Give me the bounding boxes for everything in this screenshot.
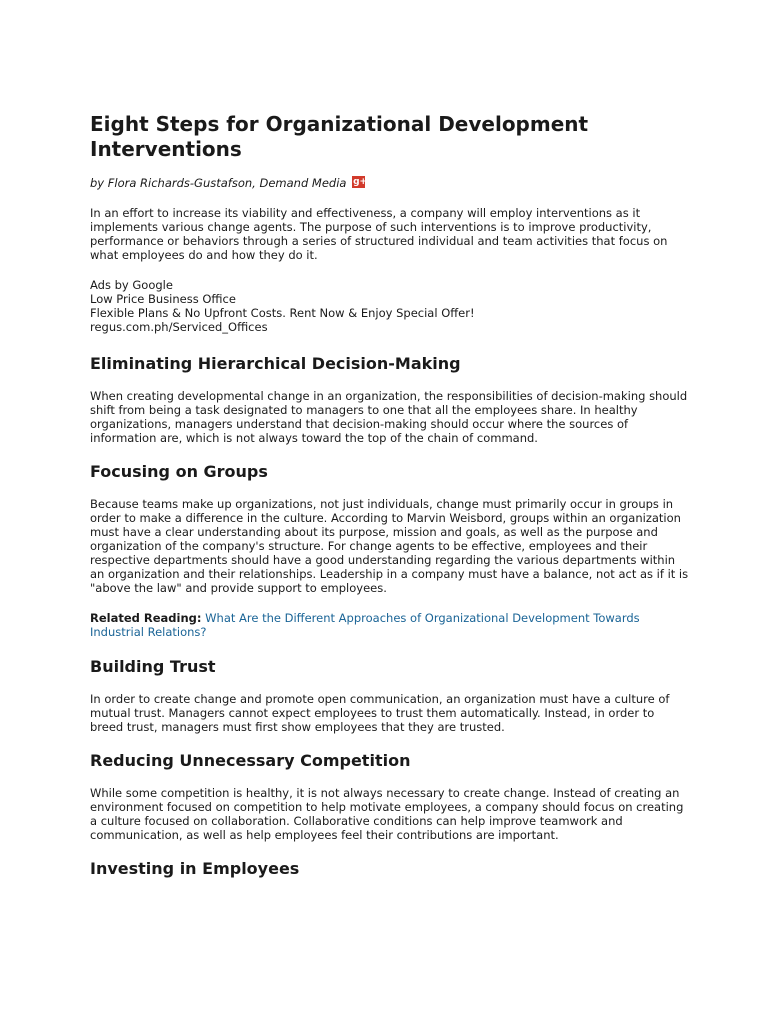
ad-url[interactable]: regus.com.ph/Serviced_Offices bbox=[90, 320, 268, 334]
section-heading: Focusing on Groups bbox=[90, 462, 268, 481]
related-reading-label: Related Reading: bbox=[90, 611, 202, 625]
section-competition bbox=[90, 751, 690, 842]
ad-label: Ads by Google bbox=[90, 278, 173, 292]
article-title: Eight Steps for Organizational Development Interventions bbox=[90, 112, 589, 161]
section-body: Because teams make up organizations, not just individuals, change must primarily occur in groups in order to make a difference in the culture. According to Marvin Weisbord, groups within an organization must have a clear understanding about its purpose, mission and goals, as well as the purpose and organization of the company's structure. For change agents to be effective, employees and their respective departments should have a good understanding regarding the various departments within an organization and their relationships. Leadership in a company must have a balance, not act as if it is "above the law" and provide support to employees. bbox=[90, 497, 689, 595]
section-heading: Building Trust bbox=[90, 657, 216, 676]
google-plus-icon[interactable] bbox=[352, 176, 365, 188]
section-employees bbox=[90, 859, 690, 879]
section-body: When creating developmental change in an organization, the responsibilities of decision-making should shift from being a task designated to managers to one that all the employees share. In healthy organizations, managers understand that decision-making should occur where the sources of information are, which is not always toward the top of the chain of command. bbox=[90, 389, 688, 445]
section-heading: Reducing Unnecessary Competition bbox=[90, 751, 411, 770]
section-decision-making bbox=[90, 354, 690, 445]
ad-headline[interactable]: Low Price Business Office bbox=[90, 292, 236, 306]
ad-block bbox=[90, 278, 690, 334]
section-body: While some competition is healthy, it is not always necessary to create change. Instead of creating an environment focused on competition to help motivate employees, a company should focus on creating a culture focused on collaboration. Collaborative conditions can help improve teamwork and communication, as well as help employees feel their contributions are important. bbox=[90, 786, 684, 842]
related-reading-link[interactable]: What Are the Different Approaches of Organizational Development Towards Industrial Relations? bbox=[90, 611, 640, 639]
section-heading: Investing in Employees bbox=[90, 859, 300, 878]
byline bbox=[90, 176, 690, 190]
article bbox=[90, 112, 690, 896]
intro-paragraph: In an effort to increase its viability and effectiveness, a company will employ interventions as it implements various change agents. The purpose of such interventions is to improve productivity, performance or behaviors through a series of structured individual and team activities that focus on what employees do and how they do it. bbox=[90, 206, 668, 262]
ad-description: Flexible Plans & No Upfront Costs. Rent Now & Enjoy Special Offer! bbox=[90, 306, 475, 320]
related-reading bbox=[90, 611, 690, 639]
section-heading: Eliminating Hierarchical Decision-Making bbox=[90, 354, 461, 373]
section-trust bbox=[90, 657, 690, 734]
byline-text: by Flora Richards-Gustafson, Demand Media bbox=[90, 176, 347, 190]
section-groups bbox=[90, 462, 690, 595]
section-body: In order to create change and promote open communication, an organization must have a culture of mutual trust. Managers cannot expect employees to trust them automatically. Instead, in order to breed trust, managers must first show employees that they are trusted. bbox=[90, 692, 670, 734]
